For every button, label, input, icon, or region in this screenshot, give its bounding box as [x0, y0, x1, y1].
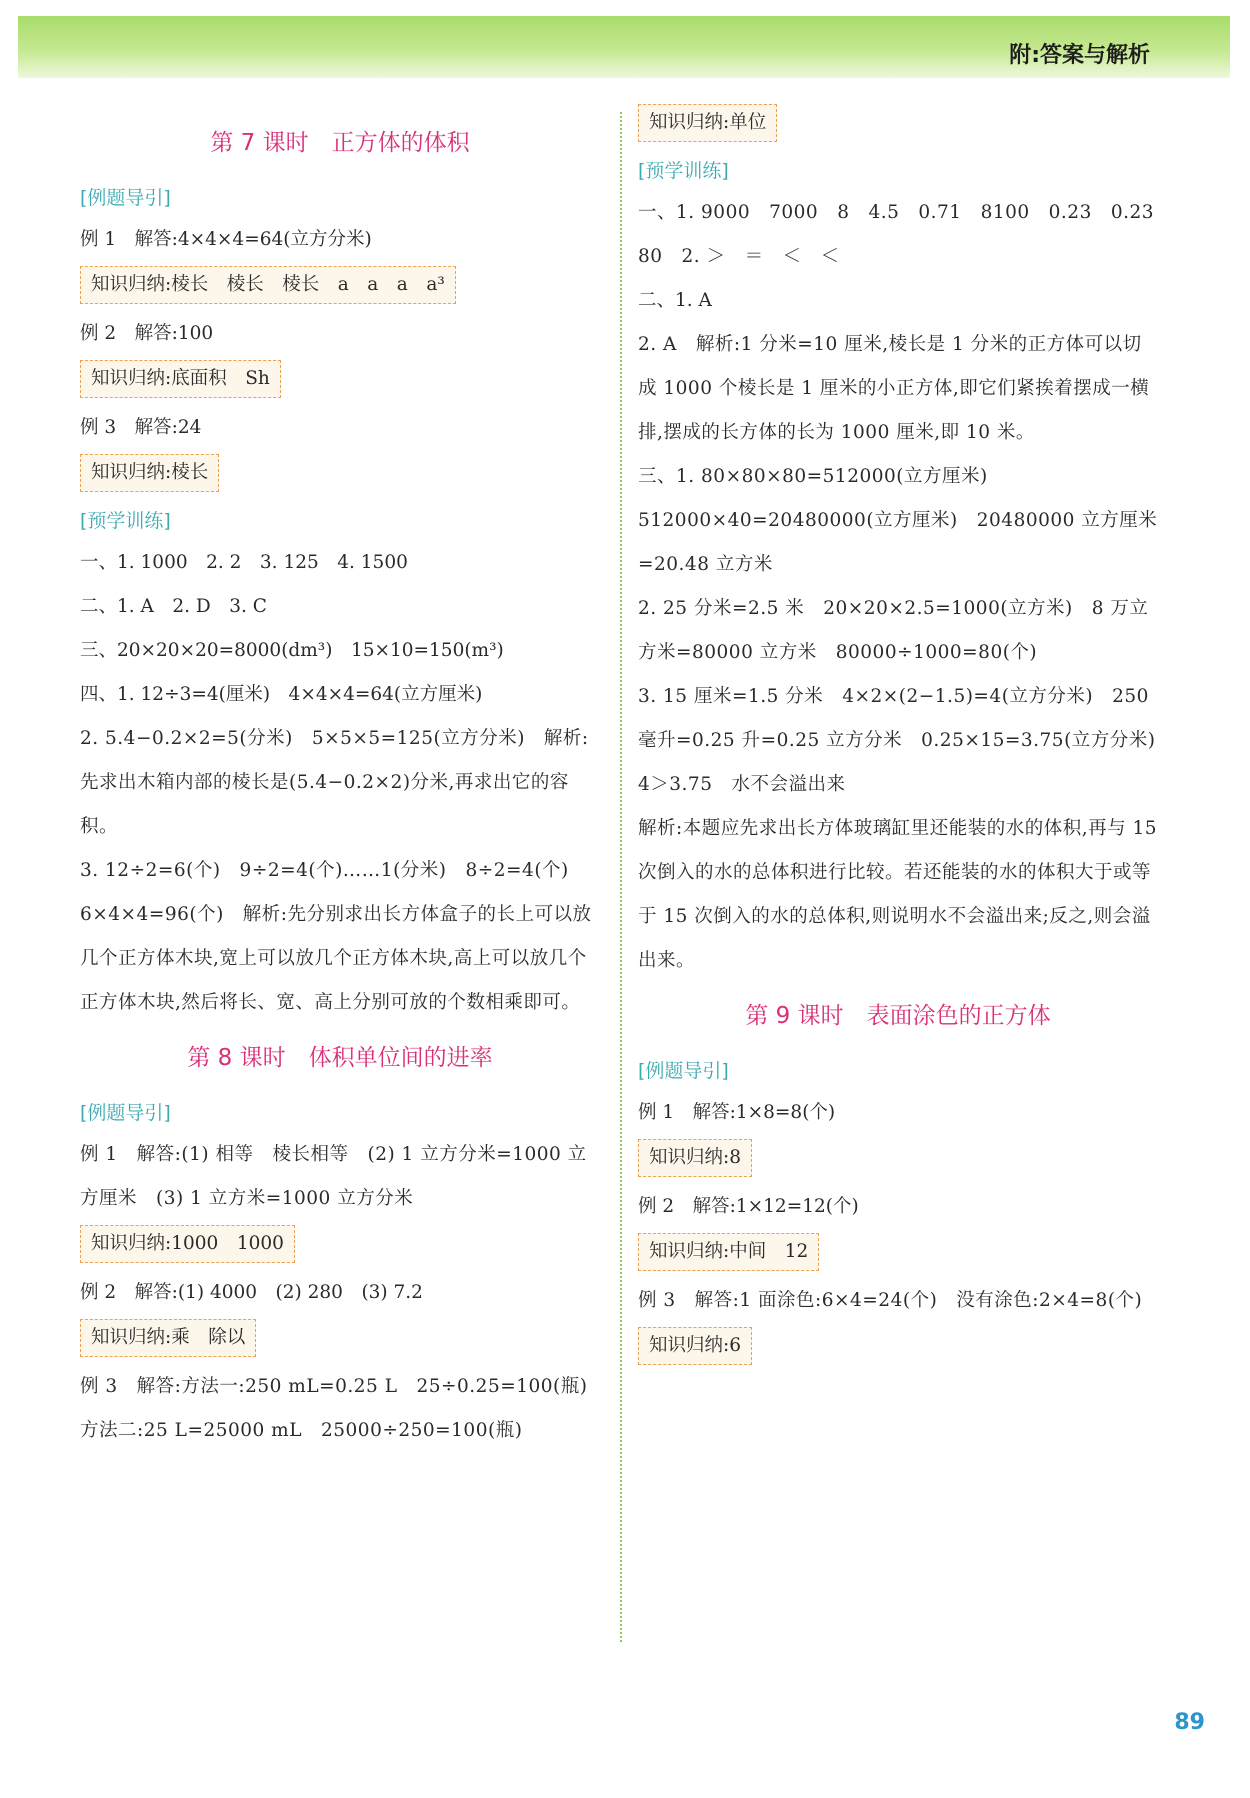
l9-summary-box-1: 知识归纳:8 — [638, 1139, 752, 1177]
lesson-7-title: 第 7 课时 正方体的体积 — [210, 130, 470, 156]
r-answer-2: 二、1. A — [638, 290, 712, 311]
l8-summary-box-2: 知识归纳:乘 除以 — [80, 1319, 256, 1357]
l7-answer-5: 2. 5.4−0.2×2=5(分米) 5×5×5=125(立方分米) 解析:先求出木箱内部的棱长是(5.4−0.2×2)分米,再求出它的容积。 — [80, 728, 589, 837]
l7-answer-6: 3. 12÷2=6(个) 9÷2=4(个)……1(分米) 8÷2=4(个) 6×4×4=96(个) 解析:先分别求出长方体盒子的长上可以放几个正方体木块,宽上可以放几个正方体木块,高上可以放几个正方体木块,然后将长、宽、高上分别可放的个数相乘即可。 — [80, 860, 592, 1013]
l9-summary-box-2: 知识归纳:中间 12 — [638, 1233, 819, 1271]
l7-example-3: 例 3 解答:24 — [80, 417, 202, 438]
lesson-8-title: 第 8 课时 体积单位间的进率 — [187, 1045, 493, 1071]
pre-study-tag-right: [预学训练] — [638, 160, 729, 182]
l7-answer-1: 一、1. 1000 2. 2 3. 125 4. 1500 — [80, 552, 408, 573]
l9-example-3: 例 3 解答:1 面涂色:6×4=24(个) 没有涂色:2×4=8(个) — [638, 1290, 1143, 1311]
l9-example-1: 例 1 解答:1×8=8(个) — [638, 1102, 836, 1123]
l8-example-3: 例 3 解答:方法一:250 mL=0.25 L 25÷0.25=100(瓶) 方法二:25 L=25000 mL 25000÷250=100(瓶) — [80, 1376, 607, 1441]
r-answer-4: 三、1. 80×80×80=512000(立方厘米) 512000×40=20480000(立方厘米) 20480000 立方厘米=20.48 立方米 — [638, 466, 1158, 575]
l8-example-1: 例 1 解答:(1) 相等 棱长相等 (2) 1 立方分米=1000 立方厘米 (3) 1 立方米=1000 立方分米 — [80, 1144, 587, 1209]
l9-summary-box-3: 知识归纳:6 — [638, 1327, 752, 1365]
l7-summary-box-2: 知识归纳:底面积 Sh — [80, 360, 281, 398]
summary-box-unit: 知识归纳:单位 — [638, 104, 777, 142]
examples-tag: [例题导引] — [80, 187, 171, 209]
examples-tag-2: [例题导引] — [80, 1102, 171, 1124]
page-header-title: 附:答案与解析 — [1009, 43, 1150, 68]
r-answer-6: 3. 15 厘米=1.5 分米 4×2×(2−1.5)=4(立方分米) 250 毫升=0.25 升=0.25 立方分米 0.25×15=3.75(立方分米) 4＞3.75 水不会溢出来 — [638, 686, 1175, 795]
l7-example-1: 例 1 解答:4×4×4=64(立方分米) — [80, 229, 372, 250]
page-number: 89 — [1174, 1710, 1205, 1735]
examples-tag-3: [例题导引] — [638, 1060, 729, 1082]
l8-summary-box-1: 知识归纳:1000 1000 — [80, 1225, 295, 1263]
l7-summary-box-1: 知识归纳:棱长 棱长 棱长 a a a a³ — [80, 266, 456, 304]
l7-answer-3: 三、20×20×20=8000(dm³) 15×10=150(m³) — [80, 640, 504, 661]
r-answer-3: 2. A 解析:1 分米=10 厘米,棱长是 1 分米的正方体可以切成 1000 个棱长是 1 厘米的小正方体,即它们紧挨着摆成一横排,摆成的长方体的长为 1000 厘米,即 10 米。 — [638, 334, 1150, 443]
r-answer-5: 2. 25 分米=2.5 米 20×20×2.5=1000(立方米) 8 万立方米=80000 立方米 80000÷1000=80(个) — [638, 598, 1149, 663]
l7-answer-4: 四、1. 12÷3=4(厘米) 4×4×4=64(立方厘米) — [80, 684, 483, 705]
l7-summary-box-3: 知识归纳:棱长 — [80, 454, 219, 492]
column-divider — [620, 112, 622, 1642]
r-analysis: 解析:本题应先求出长方体玻璃缸里还能装的水的体积,再与 15 次倒入的水的总体积进行比较。若还能装的水的体积大于或等于 15 次倒入的水的总体积,则说明水不会溢出来;反之,则会溢出来。 — [638, 818, 1158, 971]
r-answer-1: 一、1. 9000 7000 8 4.5 0.71 8100 0.23 0.23 80 2. ＞ ＝ ＜ ＜ — [638, 202, 1174, 267]
l7-answer-2: 二、1. A 2. D 3. C — [80, 596, 267, 617]
lesson-9-title: 第 9 课时 表面涂色的正方体 — [745, 1003, 1051, 1029]
left-column — [80, 110, 607, 1453]
pre-study-tag: [预学训练] — [80, 510, 171, 532]
right-column — [638, 100, 1175, 1373]
l8-example-2: 例 2 解答:(1) 4000 (2) 280 (3) 7.2 — [80, 1282, 423, 1303]
l7-example-2: 例 2 解答:100 — [80, 323, 214, 344]
l9-example-2: 例 2 解答:1×12=12(个) — [638, 1196, 859, 1217]
